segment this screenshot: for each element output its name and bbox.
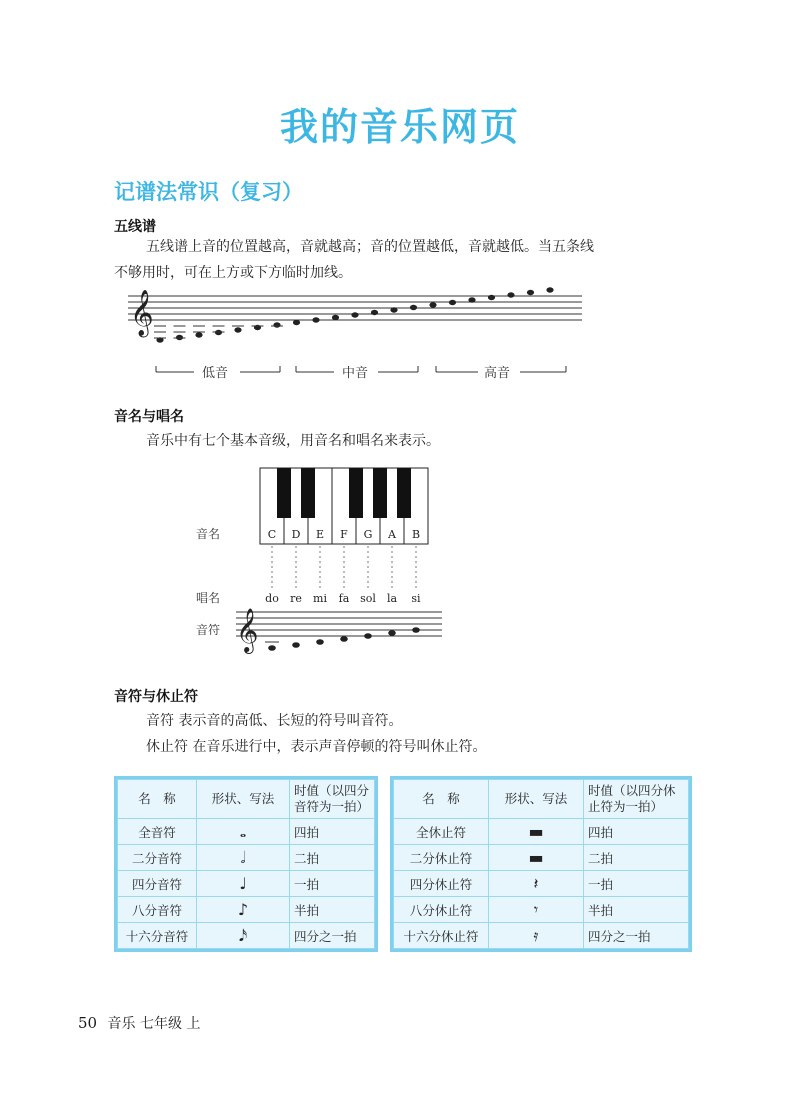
names-text: 音乐中有七个基本音级，用音名和唱名来表示。: [146, 433, 440, 449]
staff-note: [429, 302, 436, 307]
whole-rest-icon: ▬: [489, 819, 584, 845]
staff-note: [488, 295, 495, 300]
pitch-name: E: [315, 528, 325, 541]
pitch-name: F: [340, 528, 348, 541]
table-row: [118, 897, 375, 923]
row-value: 一拍: [290, 871, 375, 897]
black-key: [349, 468, 363, 518]
table-row: [394, 871, 689, 897]
table-row: [118, 845, 375, 871]
sixteenth-rest-icon: 𝄿: [489, 923, 584, 949]
rest-col-name: 名 称: [394, 780, 489, 819]
scale-note: [388, 630, 396, 636]
rest-definition: 休止符 在音乐进行中，表示声音停顿的符号叫休止符。: [146, 739, 487, 755]
row-name: 全音符: [118, 819, 197, 845]
row-value: 四分之一拍: [584, 923, 689, 949]
scale-note: [316, 639, 324, 645]
solfege-name: do: [265, 592, 279, 605]
table-row: [394, 923, 689, 949]
row-name: 四分音符: [118, 871, 197, 897]
solfege-name: fa: [338, 592, 350, 605]
quarter-rest-icon: 𝄽: [489, 871, 584, 897]
note-col-name: 名 称: [118, 780, 197, 819]
pitch-range-staff: [120, 284, 590, 392]
staff-note: [332, 315, 339, 320]
keyboard-diagram: [190, 462, 470, 662]
row-value: 四拍: [290, 819, 375, 845]
staff-note: [351, 312, 358, 317]
row-name: 四分休止符: [394, 871, 489, 897]
row-name: 二分休止符: [394, 845, 489, 871]
scale-note: [292, 642, 300, 648]
pitch-name: C: [267, 528, 277, 541]
row-value: 半拍: [290, 897, 375, 923]
black-key: [373, 468, 387, 518]
staff-note: [507, 292, 514, 297]
row-name: 十六分音符: [118, 923, 197, 949]
staff-note: [293, 320, 300, 325]
rest-table: [390, 776, 692, 952]
label-note: 音符: [196, 623, 221, 637]
table-row: [394, 897, 689, 923]
scale-note: [268, 645, 276, 651]
label-solfege: 唱名: [196, 591, 221, 605]
row-name: 八分音符: [118, 897, 197, 923]
black-key: [277, 468, 291, 518]
solfege-name: la: [386, 592, 398, 605]
pitch-name: G: [363, 528, 373, 541]
quarter-note-icon: ♩: [197, 871, 290, 897]
table-row: [394, 845, 689, 871]
staff-note: [546, 287, 553, 292]
note-table: [114, 776, 378, 952]
treble-clef-icon: 𝄞: [130, 290, 154, 336]
scale-note: [412, 627, 420, 633]
row-value: 一拍: [584, 871, 689, 897]
rest-col-shape: 形状、写法: [489, 780, 584, 819]
row-value: 半拍: [584, 897, 689, 923]
row-name: 二分音符: [118, 845, 197, 871]
range-low: 低音: [202, 366, 229, 381]
eighth-note-icon: ♪: [197, 897, 290, 923]
rest-col-value: 时值（以四分休止符为一拍）: [584, 780, 689, 819]
scale-note: [364, 633, 372, 639]
row-value: 四拍: [584, 819, 689, 845]
staff-note: [234, 327, 241, 332]
row-value: 二拍: [290, 845, 375, 871]
range-high: 高音: [484, 366, 511, 381]
names-heading: 音名与唱名: [114, 409, 184, 425]
scale-note: [340, 636, 348, 642]
staff-text-line2: 不够用时，可在上方或下方临时加线。: [114, 265, 352, 281]
solfege-name: re: [290, 592, 302, 605]
pitch-name: D: [291, 528, 301, 541]
sixteenth-note-icon: 𝅘𝅥𝅯: [197, 923, 290, 949]
notes-heading: 音符与休止符: [114, 689, 198, 705]
pitch-name: B: [411, 528, 421, 541]
row-name: 十六分休止符: [394, 923, 489, 949]
solfege-name: si: [411, 592, 421, 605]
note-col-shape: 形状、写法: [197, 780, 290, 819]
row-value: 四分之一拍: [290, 923, 375, 949]
staff-note: [371, 310, 378, 315]
page-title: 我的音乐网页: [279, 105, 520, 149]
table-row: [118, 923, 375, 949]
black-key: [397, 468, 411, 518]
staff-note: [390, 307, 397, 312]
pitch-name: A: [388, 528, 396, 541]
staff-note: [195, 332, 202, 337]
note-col-value: 时值（以四分音符为一拍）: [290, 780, 375, 819]
scale-notes: [265, 627, 420, 651]
half-note-icon: 𝅗𝅥: [197, 845, 290, 871]
section-title: 记谱法常识（复习）: [114, 180, 303, 204]
staff-note: [312, 317, 319, 322]
staff-note: [527, 290, 534, 295]
row-name: 八分休止符: [394, 897, 489, 923]
table-row: [118, 871, 375, 897]
table-row: [118, 819, 375, 845]
book-title: 音乐 七年级 上: [107, 1016, 201, 1032]
black-key: [301, 468, 315, 518]
staff-note: [468, 297, 475, 302]
solfege-name: mi: [313, 592, 327, 605]
row-name: 全休止符: [394, 819, 489, 845]
staff-text-line1: 五线谱上音的位置越高，音就越高；音的位置越低，音就越低。当五条线: [146, 239, 594, 255]
note-definition: 音符 表示音的高低、长短的符号叫音符。: [146, 713, 403, 729]
page-footer: [78, 1013, 200, 1033]
staff-note: [410, 305, 417, 310]
staff-note: [273, 322, 280, 327]
range-mid: 中音: [342, 366, 369, 381]
page-number: 50: [78, 1014, 98, 1032]
label-pitch-name: 音名: [196, 527, 221, 541]
treble-clef-icon: 𝄞: [236, 608, 259, 652]
whole-note-icon: 𝅝: [197, 819, 290, 845]
row-value: 二拍: [584, 845, 689, 871]
solfege-name: sol: [360, 592, 376, 605]
eighth-rest-icon: 𝄾: [489, 897, 584, 923]
half-rest-icon: ▬: [489, 845, 584, 871]
table-row: [394, 819, 689, 845]
staff-note: [449, 300, 456, 305]
staff-heading: 五线谱: [114, 219, 156, 235]
